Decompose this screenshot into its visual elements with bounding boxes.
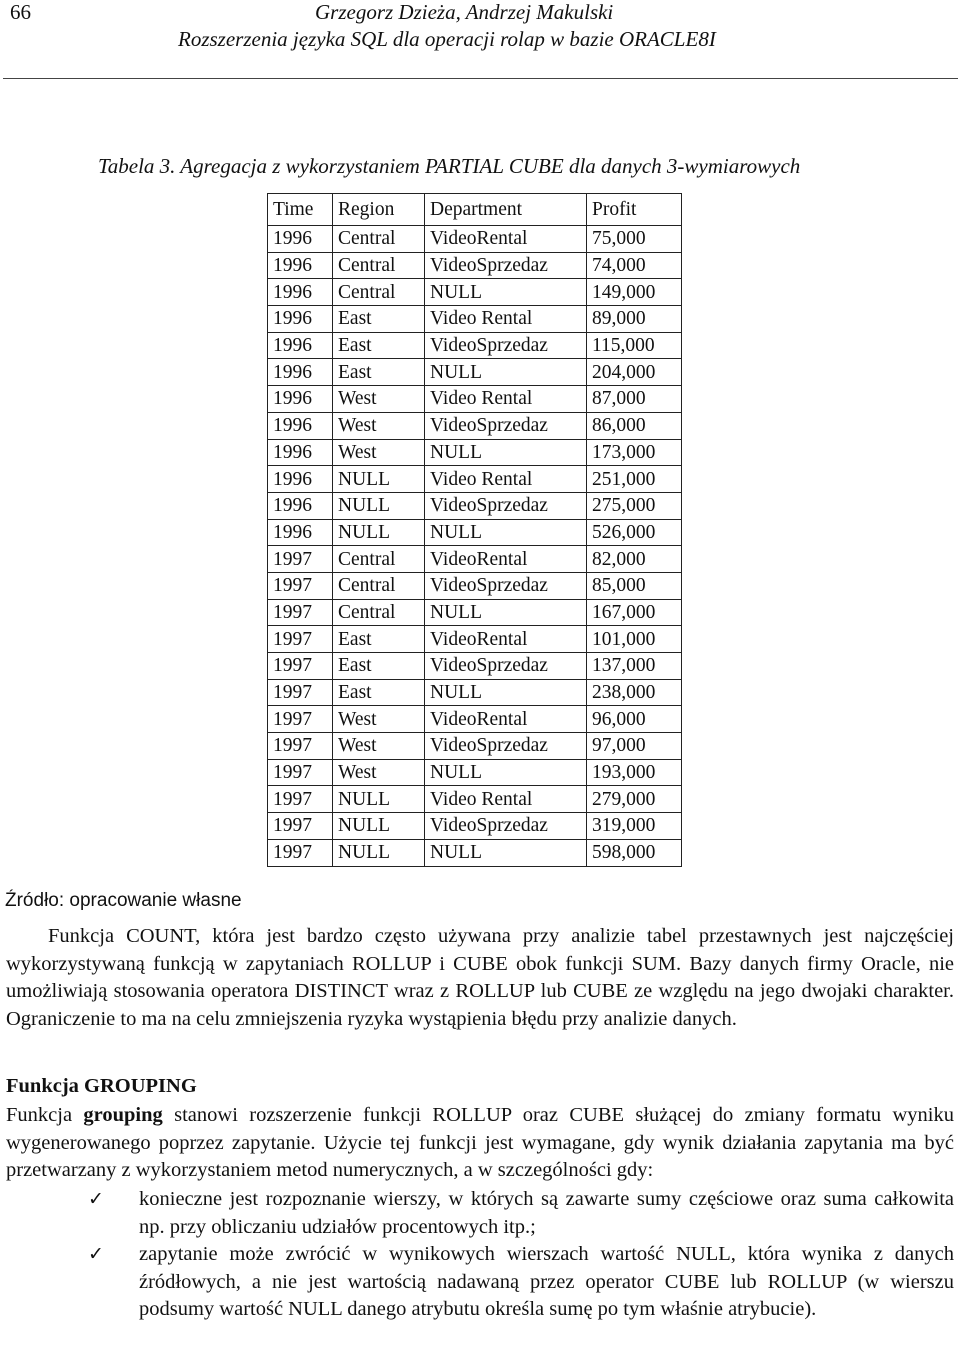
cell-region: East [333,359,425,386]
cell-time: 1996 [268,492,333,519]
section-heading: Funkcja GROUPING [6,1075,197,1097]
cell-region: Central [333,226,425,253]
grouping-keyword: grouping [83,1104,163,1126]
cell-profit: 598,000 [587,839,682,866]
table-row [268,626,682,653]
table-row [268,786,682,813]
cell-department: NULL [425,839,587,866]
cell-department: VideoSprzedaz [425,492,587,519]
cell-profit: 137,000 [587,653,682,680]
cell-time: 1996 [268,252,333,279]
cell-department: VideoSprzedaz [425,252,587,279]
cell-department: NULL [425,599,587,626]
cell-department: VideoSprzedaz [425,332,587,359]
list-item-text: zapytanie może zwrócić w wynikowych wierszach wartość NULL, która wynika z danych źródłowych, a nie jest wartością nadawaną przez operator CUBE lub ROLLUP (w wierszu podsumy wartość NULL danego atrybutu określa sumę po tym właśnie atrybucie). [139,1243,954,1320]
cell-profit: 74,000 [587,252,682,279]
cell-region: Central [333,546,425,573]
cell-time: 1997 [268,626,333,653]
cell-department: NULL [425,519,587,546]
check-icon: ✓ [88,1188,104,1210]
cell-department: NULL [425,679,587,706]
cell-region: East [333,653,425,680]
table-row [268,359,682,386]
table-row [268,679,682,706]
cell-department: Video Rental [425,386,587,413]
cell-time: 1997 [268,733,333,760]
column-header-region: Region [333,194,425,226]
cell-time: 1996 [268,466,333,493]
cell-region: Central [333,279,425,306]
cell-time: 1997 [268,679,333,706]
cell-profit: 275,000 [587,492,682,519]
cell-profit: 86,000 [587,412,682,439]
cell-time: 1997 [268,706,333,733]
cell-region: East [333,679,425,706]
cell-region: West [333,439,425,466]
cell-time: 1997 [268,653,333,680]
table-row [268,332,682,359]
table-row [268,599,682,626]
cell-department: VideoSprzedaz [425,813,587,840]
cell-profit: 319,000 [587,813,682,840]
column-header-time: Time [268,194,333,226]
cell-profit: 526,000 [587,519,682,546]
source-note: Źródło: opracowanie własne [5,890,242,911]
cell-department: VideoRental [425,706,587,733]
cell-profit: 204,000 [587,359,682,386]
cell-department: VideoSprzedaz [425,733,587,760]
cell-profit: 173,000 [587,439,682,466]
cell-time: 1997 [268,786,333,813]
cell-time: 1997 [268,546,333,573]
table-body [268,226,682,867]
cell-time: 1996 [268,306,333,333]
cell-profit: 85,000 [587,572,682,599]
table-row [268,492,682,519]
table-caption: Tabela 3. Agregacja z wykorzystaniem PARTIAL CUBE dla danych 3-wymiarowych [98,154,801,178]
cell-region: East [333,626,425,653]
table-row [268,279,682,306]
table-row [268,252,682,279]
table-row [268,813,682,840]
cell-time: 1996 [268,412,333,439]
cell-region: West [333,733,425,760]
cell-time: 1996 [268,279,333,306]
table-row [268,412,682,439]
cell-profit: 238,000 [587,679,682,706]
list-item-text: konieczne jest rozpoznanie wierszy, w których są zawarte sumy częściowe oraz suma całkowita np. przy obliczaniu udziałów procentowych itp.; [139,1188,954,1238]
column-header-department: Department [425,194,587,226]
cell-profit: 101,000 [587,626,682,653]
table-row [268,466,682,493]
cell-region: West [333,386,425,413]
column-header-profit: Profit [587,194,682,226]
page-header [0,0,960,80]
cell-time: 1996 [268,359,333,386]
table-row [268,519,682,546]
table-row [268,439,682,466]
table-row [268,306,682,333]
check-icon: ✓ [88,1243,104,1265]
paragraph-count-function: Funkcja COUNT, która jest bardzo często używana przy analizie tabel przestawnych jest najczęściej wykorzystywaną funkcją w zapytaniach ROLLUP i CUBE obok funkcji SUM. Bazy danych firmy Oracle, nie umożliwiają stosowania operatora DISTINCT wraz z ROLLUP lub CUBE ze względu na jego dwojaki charakter. Ograniczenie to ma na celu zmniejszenia ryzyka wystąpienia błędu przy analizie danych. [6,925,954,1030]
cell-department: VideoRental [425,546,587,573]
aggregation-table [267,193,682,867]
cell-profit: 97,000 [587,733,682,760]
cell-department: VideoSprzedaz [425,572,587,599]
table-row [268,546,682,573]
cell-region: Central [333,599,425,626]
cell-profit: 82,000 [587,546,682,573]
grouping-rest: stanowi rozszerzenie funkcji ROLLUP oraz CUBE służącej do zmiany formatu wyniku wygenerowanego poprzez zapytanie. Użycie tej funkcji jest wymagane, gdy wynik działania zapytania ma być przetwarzany z wykorzystaniem metod numerycznych, a w szczególności gdy: [6,1104,954,1181]
cell-time: 1996 [268,439,333,466]
cell-region: NULL [333,492,425,519]
cell-time: 1997 [268,572,333,599]
cell-region: NULL [333,519,425,546]
paragraph-grouping [6,1102,954,1185]
cell-department: VideoRental [425,626,587,653]
cell-department: VideoSprzedaz [425,412,587,439]
cell-region: NULL [333,839,425,866]
table-row [268,759,682,786]
cell-region: Central [333,572,425,599]
cell-department: NULL [425,359,587,386]
cell-department: VideoSprzedaz [425,653,587,680]
header-authors: Grzegorz Dzieża, Andrzej Makulski [315,0,614,24]
cell-profit: 89,000 [587,306,682,333]
cell-time: 1996 [268,332,333,359]
cell-region: West [333,412,425,439]
grouping-lead: Funkcja [6,1104,84,1126]
header-title: Rozszerzenia języka SQL dla operacji rolap w bazie ORACLE8I [178,27,716,51]
table-row [268,226,682,253]
cell-time: 1997 [268,813,333,840]
cell-time: 1997 [268,599,333,626]
table-row [268,653,682,680]
table-row [268,386,682,413]
cell-time: 1997 [268,839,333,866]
cell-region: NULL [333,786,425,813]
table-row [268,706,682,733]
table-row [268,839,682,866]
list-item [6,1186,954,1241]
cell-time: 1996 [268,386,333,413]
cell-time: 1996 [268,519,333,546]
cell-department: NULL [425,279,587,306]
bullet-list [6,1186,954,1324]
list-item [6,1241,954,1324]
table-row [268,572,682,599]
cell-profit: 167,000 [587,599,682,626]
cell-profit: 115,000 [587,332,682,359]
cell-profit: 75,000 [587,226,682,253]
cell-profit: 149,000 [587,279,682,306]
cell-department: Video Rental [425,306,587,333]
cell-region: NULL [333,466,425,493]
cell-department: Video Rental [425,786,587,813]
cell-region: West [333,759,425,786]
cell-profit: 251,000 [587,466,682,493]
cell-department: NULL [425,439,587,466]
page-number: 66 [10,0,31,24]
cell-time: 1996 [268,226,333,253]
cell-region: West [333,706,425,733]
cell-profit: 193,000 [587,759,682,786]
cell-region: NULL [333,813,425,840]
cell-department: Video Rental [425,466,587,493]
cell-department: NULL [425,759,587,786]
cell-region: East [333,306,425,333]
cell-department: VideoRental [425,226,587,253]
cell-profit: 279,000 [587,786,682,813]
cell-time: 1997 [268,759,333,786]
cell-region: East [333,332,425,359]
table-row [268,733,682,760]
table-header-row [268,194,682,226]
cell-profit: 87,000 [587,386,682,413]
cell-profit: 96,000 [587,706,682,733]
cell-region: Central [333,252,425,279]
header-divider [3,78,958,79]
